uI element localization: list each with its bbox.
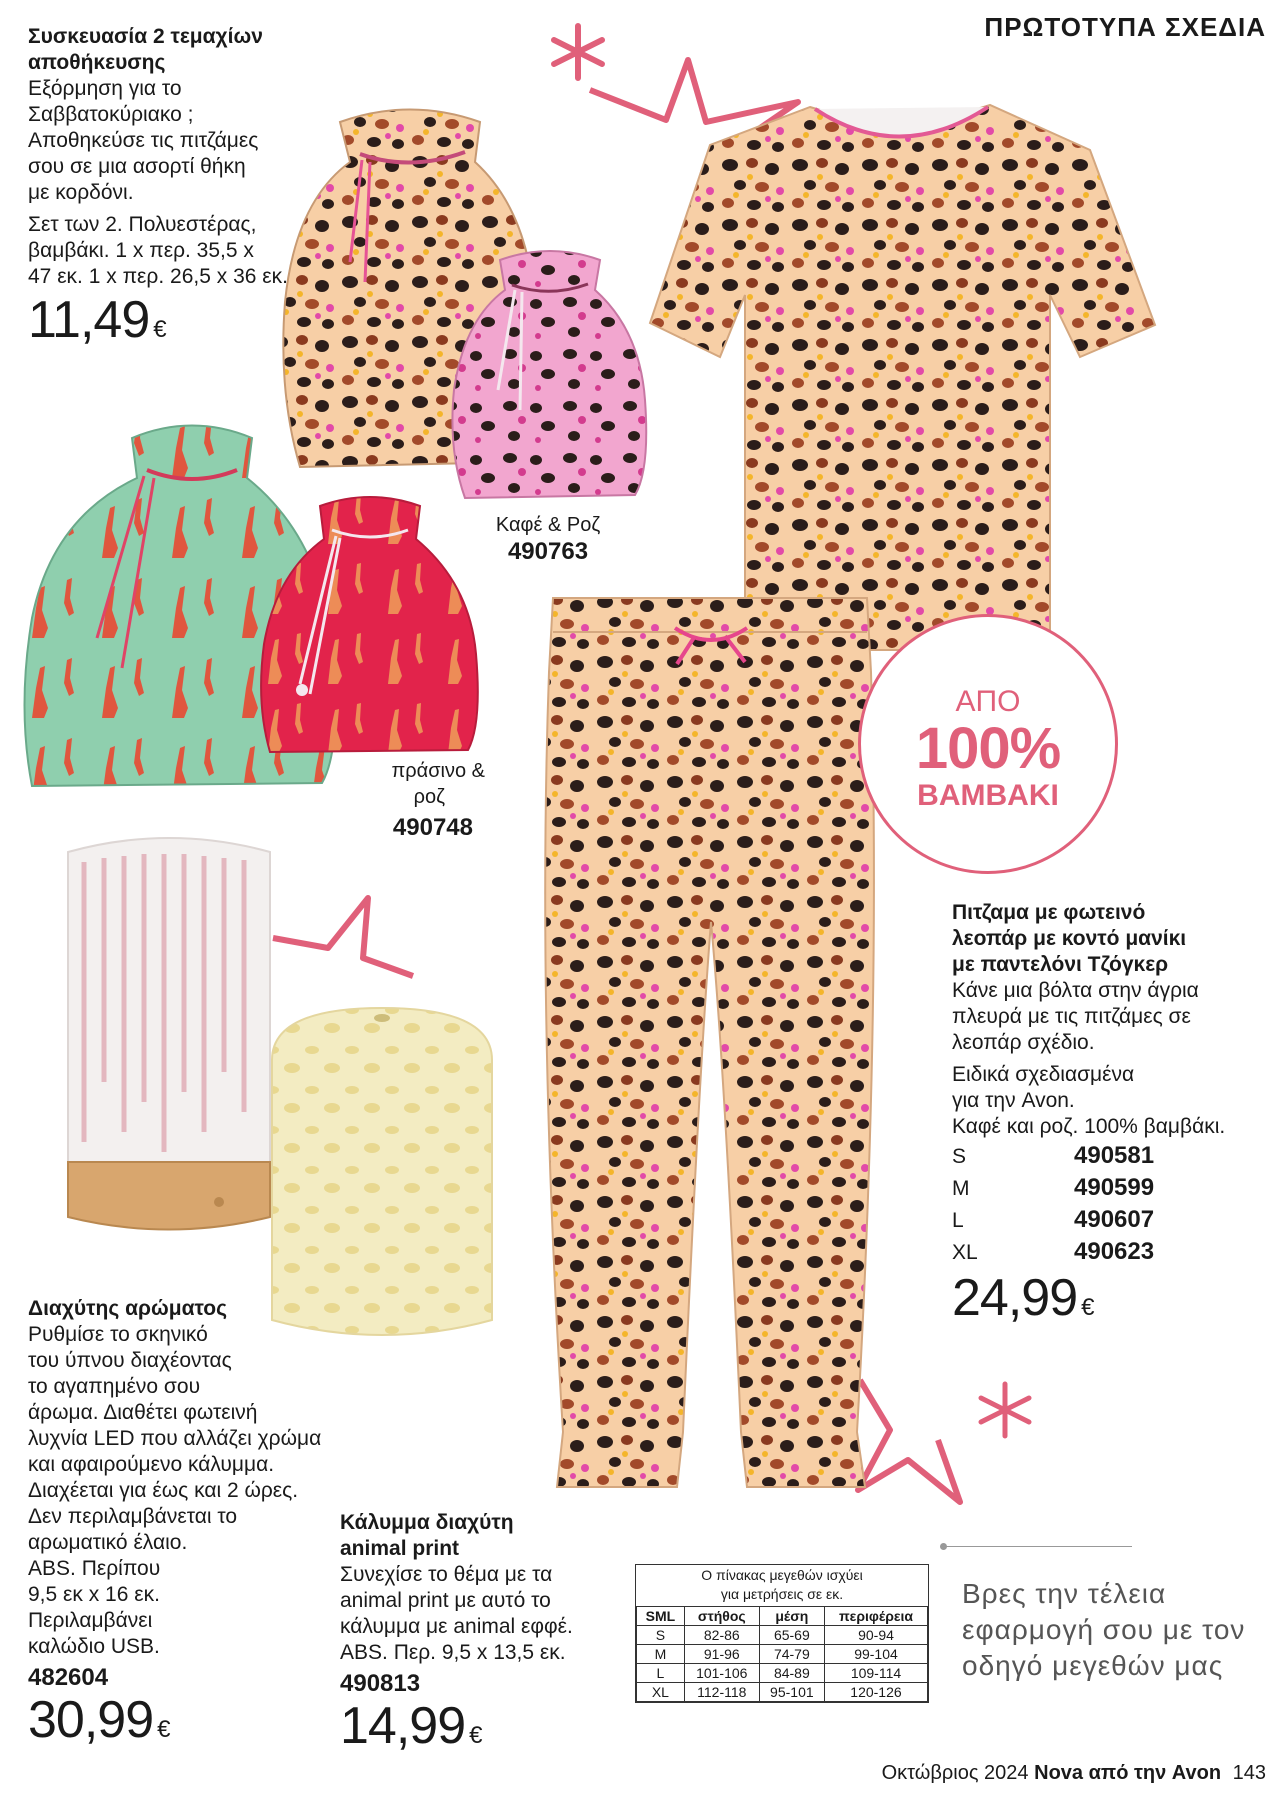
table-cell: 65-69 xyxy=(759,1626,824,1645)
cover-desc-2: animal print με αυτό το xyxy=(340,1589,551,1612)
table-cell: 90-94 xyxy=(824,1626,927,1645)
pajamas-title-2: λεοπάρ με κοντό μανίκι xyxy=(952,927,1187,950)
pajamas-size-row-xl: XL 490623 xyxy=(952,1238,1155,1265)
cover-desc-4: ABS. Περ. 9,5 x 13,5 εκ. xyxy=(340,1641,566,1664)
storage-set-title-line1: Συσκευασία 2 τεμαχίων xyxy=(28,25,263,48)
diffuser-desc-5: λυχνία LED που αλλάζει χρώμα xyxy=(28,1427,322,1450)
storage-set-desc-1: Εξόρμηση για το xyxy=(28,77,182,100)
storage-set-desc-5: με κορδόνι. xyxy=(28,181,134,204)
cover-title-1: Κάλυμμα διαχύτη xyxy=(340,1511,514,1534)
table-cell: L xyxy=(637,1664,685,1683)
size-guide-dot xyxy=(940,1543,947,1550)
footer-month: Οκτώβριος 2024 xyxy=(881,1762,1029,1784)
diffuser-code: 482604 xyxy=(28,1664,109,1691)
cover-desc-1: Συνεχίσε το θέμα με τα xyxy=(340,1563,553,1586)
pajamas-title-1: Πιτζαμα με φωτεινό xyxy=(952,901,1146,924)
table-cell: XL xyxy=(637,1683,685,1702)
pajamas-size-row-m: M 490599 xyxy=(952,1174,1155,1201)
variant-brown-pink-label: Καφέ & Ροζ xyxy=(495,514,601,536)
storage-set-desc-3: Αποθηκεύσε τις πιτζάμες xyxy=(28,129,259,152)
cotton-badge-line2: 100% xyxy=(915,716,1061,781)
table-cell: 101-106 xyxy=(684,1664,759,1683)
table-cell: 74-79 xyxy=(759,1645,824,1664)
star-icon-bottom xyxy=(975,1380,1035,1440)
variant-green-pink-label-2: ροζ xyxy=(413,786,445,808)
diffuser-spec-3: Περιλαμβάνει xyxy=(28,1609,153,1632)
variant-green-pink-label-1: πράσινο & xyxy=(391,760,485,782)
star-outline-icon-mid xyxy=(268,888,418,998)
pajamas-material: Καφέ και ροζ. 100% βαμβάκι. xyxy=(952,1115,1226,1138)
pajamas-title-3: με παντελόνι Τζόγκερ xyxy=(952,953,1169,976)
pajamas-price: 24,99 € xyxy=(952,1269,1095,1327)
footer-brand: Nova από την Avon xyxy=(1034,1762,1222,1784)
variant-green-pink-code: 490748 xyxy=(392,814,473,841)
pajamas-size-row-l: L 490607 xyxy=(952,1206,1155,1233)
storage-set-spec-1: Σετ των 2. Πολυεστέρας, xyxy=(28,213,257,236)
storage-set-spec-3: 47 εκ. 1 x περ. 26,5 x 36 εκ. xyxy=(28,265,288,288)
cover-code: 490813 xyxy=(340,1670,421,1697)
table-row xyxy=(637,1645,928,1664)
footer-page: 143 xyxy=(1232,1762,1266,1784)
cover-price: 14,99 € xyxy=(340,1697,483,1755)
pajamas-block xyxy=(952,900,1272,1326)
size-table-header: στήθος xyxy=(684,1607,759,1626)
pajamas-desc2-2: για την Avon. xyxy=(952,1089,1075,1112)
diffuser-desc-8: Δεν περιλαμβάνεται το xyxy=(28,1505,238,1528)
size-table xyxy=(636,1606,928,1702)
diffuser-block xyxy=(28,1296,368,1748)
cover-block xyxy=(340,1510,630,1754)
diffuser-spec-2: 9,5 εκ x 16 εκ. xyxy=(28,1583,160,1606)
cotton-badge xyxy=(858,614,1118,874)
pajamas-desc-2: πλευρά με τις πιτζάμες σε xyxy=(952,1005,1191,1028)
table-cell: 99-104 xyxy=(824,1645,927,1664)
diffuser-desc-6: και αφαιρούμενο κάλυμμα. xyxy=(28,1453,275,1476)
storage-set-spec-2: βαμβάκι. 1 x περ. 35,5 x xyxy=(28,239,254,262)
diffuser-desc-4: άρωμα. Διαθέτει φωτεινή xyxy=(28,1401,258,1424)
pink-leopard-bag-image xyxy=(440,240,660,500)
table-row xyxy=(637,1626,928,1645)
table-cell: S xyxy=(637,1626,685,1645)
size-table-header-row xyxy=(637,1607,928,1626)
table-cell: 95-101 xyxy=(759,1683,824,1702)
diffuser-desc-2: του ύπνου διαχέοντας xyxy=(28,1349,232,1372)
diffuser-title: Διαχύτης αρώματος xyxy=(28,1297,228,1320)
table-cell: 109-114 xyxy=(824,1664,927,1683)
storage-set-desc-4: σου σε μια ασορτί θήκη xyxy=(28,155,246,178)
table-row xyxy=(637,1664,928,1683)
storage-set-price: 11,49 € xyxy=(28,291,167,349)
diffuser-desc-9: αρωματικό έλαιο. xyxy=(28,1531,188,1554)
size-guide-divider xyxy=(944,1546,1132,1547)
storage-set-title-line2: αποθήκευσης xyxy=(28,51,166,74)
size-guide-note-3: οδηγό μεγεθών μας xyxy=(962,1650,1224,1681)
cotton-badge-line3: ΒΑΜΒΑΚΙ xyxy=(917,779,1059,812)
pajama-tshirt-image xyxy=(650,95,1160,655)
pajamas-desc-3: λεοπάρ σχέδιο. xyxy=(952,1031,1095,1054)
pajamas-size-row-s: S 490581 xyxy=(952,1142,1155,1169)
table-cell: 91-96 xyxy=(684,1645,759,1664)
variant-brown-pink-code: 490763 xyxy=(507,538,589,565)
table-cell: M xyxy=(637,1645,685,1664)
footer xyxy=(882,1762,1266,1785)
size-table-header: περιφέρεια xyxy=(824,1607,927,1626)
size-table-header: SML xyxy=(637,1607,685,1626)
table-cell: 82-86 xyxy=(684,1626,759,1645)
size-table-header: μέση xyxy=(759,1607,824,1626)
diffuser-desc-7: Διαχέεται για έως και 2 ώρες. xyxy=(28,1479,299,1502)
section-title: ΠΡΩΤΟΤΥΠΑ ΣΧΕΔΙΑ xyxy=(984,12,1266,42)
size-table-caption-1: Ο πίνακας μεγεθών ισχύει xyxy=(701,1567,863,1583)
red-giraffe-bag-image xyxy=(250,484,490,754)
size-guide-note-1: Βρες την τέλεια xyxy=(962,1578,1167,1609)
diffuser-image xyxy=(54,832,284,1242)
size-table-caption-2: για μετρήσεις σε εκ. xyxy=(720,1586,844,1602)
table-cell: 112-118 xyxy=(684,1683,759,1702)
diffuser-desc-1: Ρυθμίσε το σκηνικό xyxy=(28,1323,208,1346)
diffuser-spec-4: καλώδιο USB. xyxy=(28,1635,160,1658)
storage-set-desc-2: Σαββατοκύριακο ; xyxy=(28,103,194,126)
pajama-joggers-image xyxy=(525,592,895,1492)
size-guide-note-2: εφαρμογή σου με τον xyxy=(962,1614,1246,1645)
pajamas-desc2-1: Ειδικά σχεδιασμένα xyxy=(952,1063,1135,1086)
pajamas-desc-1: Κάνε μια βόλτα στην άγρια xyxy=(952,979,1199,1002)
cover-desc-3: κάλυμμα με animal εφφέ. xyxy=(340,1615,573,1638)
diffuser-desc-3: το αγαπημένο σου xyxy=(28,1375,201,1398)
diffuser-price: 30,99 € xyxy=(28,1691,171,1749)
table-row xyxy=(637,1683,928,1702)
diffuser-spec-1: ABS. Περίπου xyxy=(28,1557,161,1580)
size-table-box xyxy=(635,1564,929,1703)
cover-title-2: animal print xyxy=(340,1537,460,1560)
cotton-badge-line1: ΑΠΟ xyxy=(955,685,1021,718)
table-cell: 84-89 xyxy=(759,1664,824,1683)
size-guide-note xyxy=(962,1576,1272,1684)
table-cell: 120-126 xyxy=(824,1683,927,1702)
